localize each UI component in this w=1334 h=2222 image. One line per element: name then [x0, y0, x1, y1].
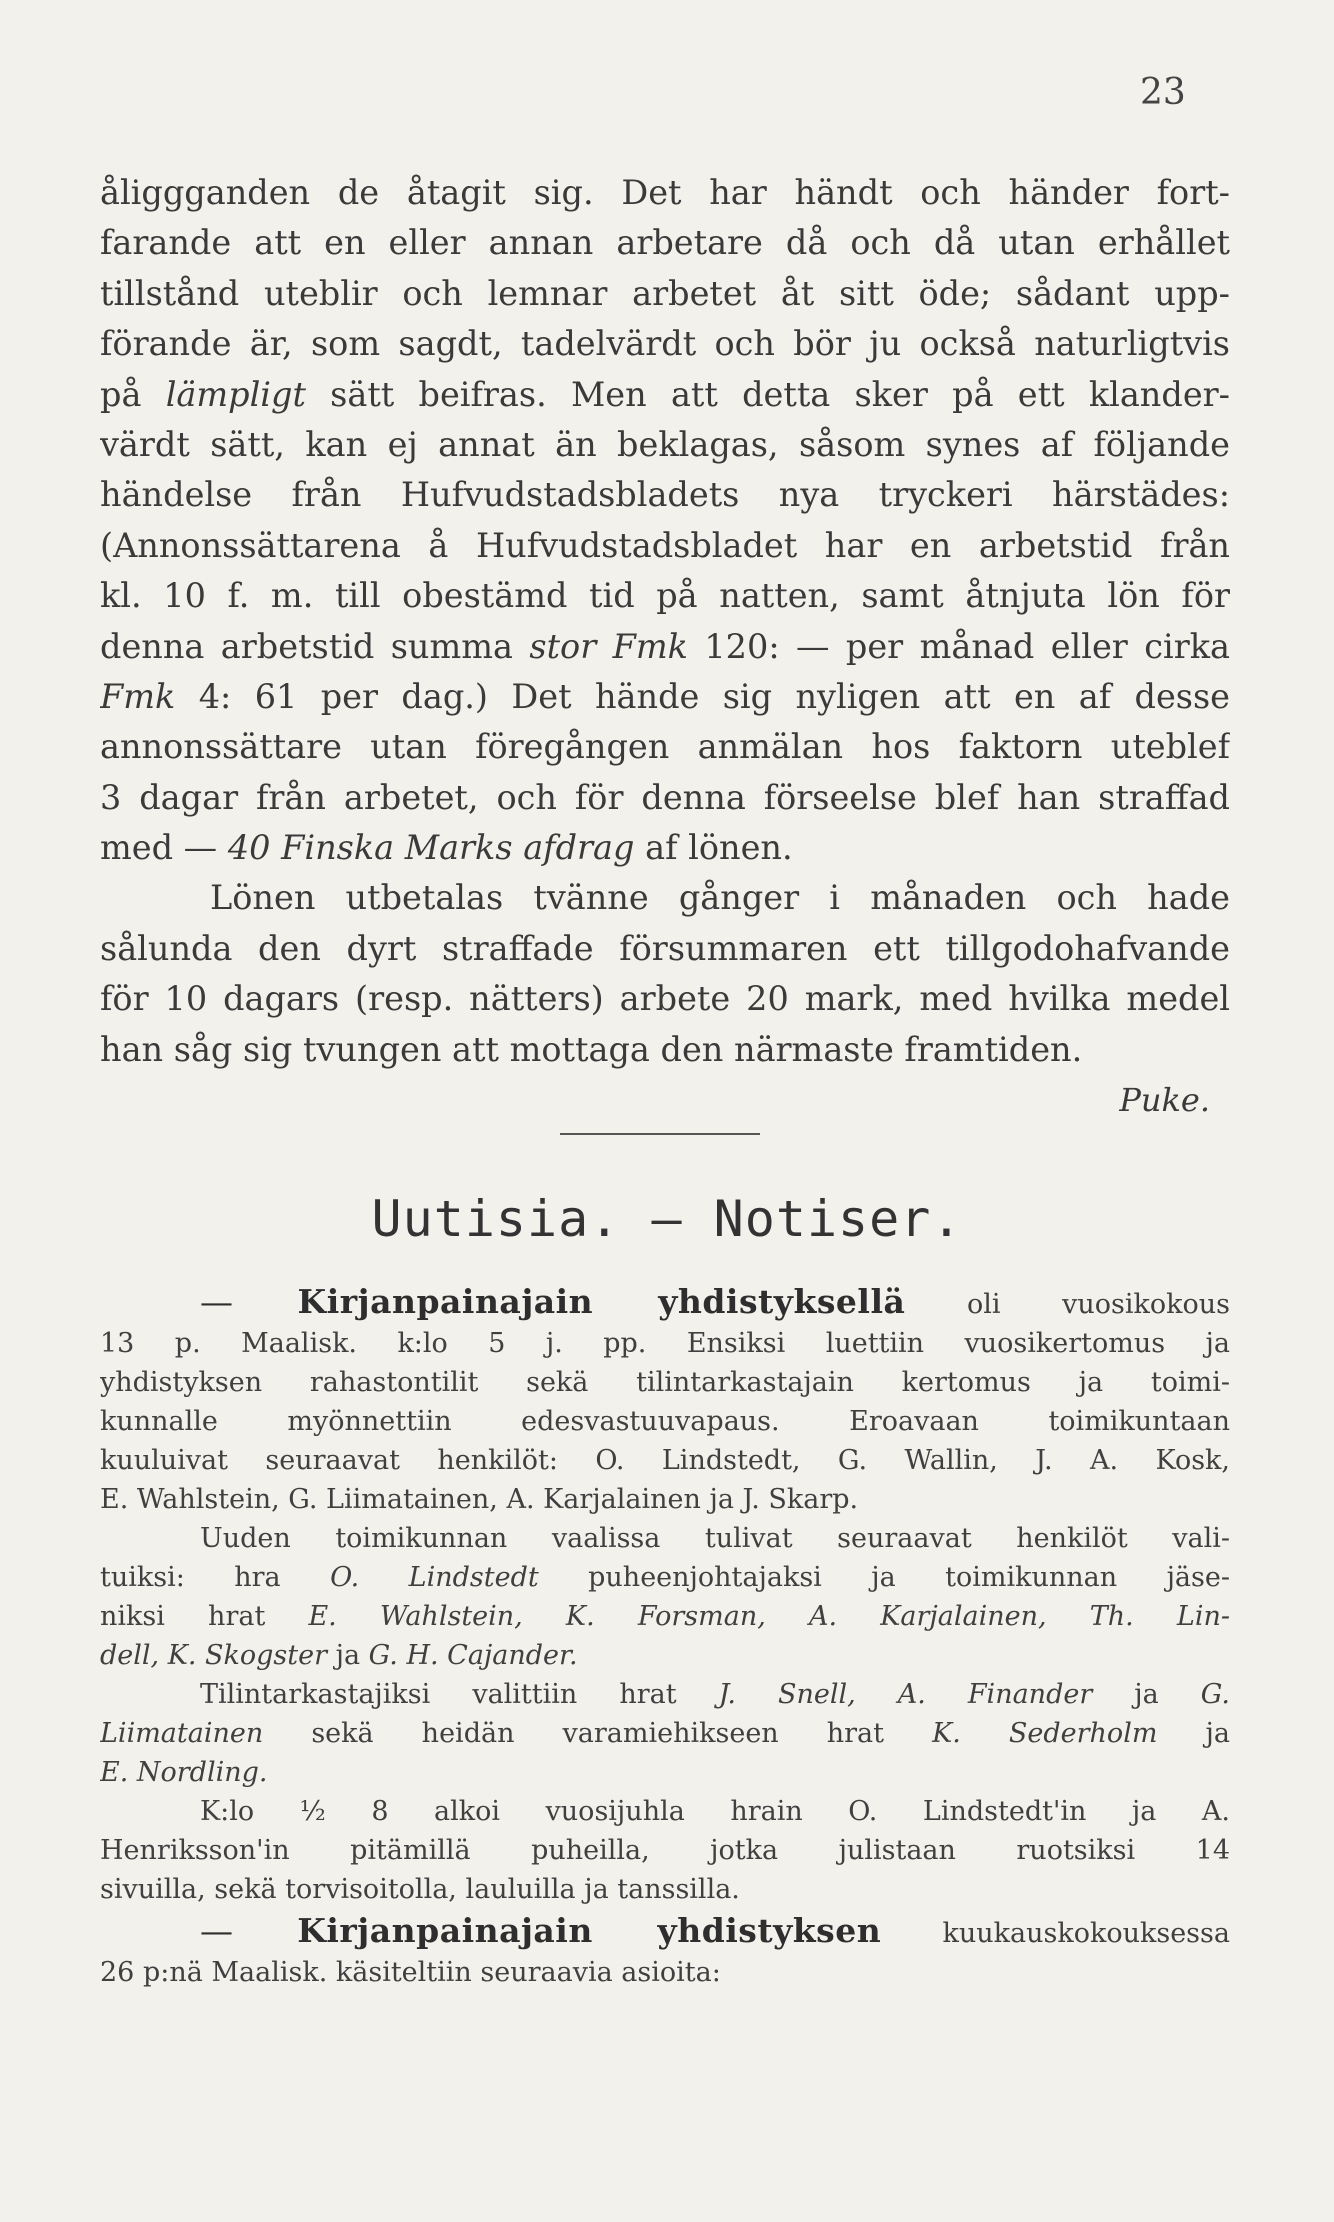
text-line — [100, 622, 1230, 672]
text-line: kl. 10 f. m. till obestämd tid på natten, samt åtnjuta lön för — [100, 576, 1230, 616]
text-line: kuuluivat seuraavat henkilöt: O. Lindstedt, G. Wallin, J. A. Kosk, — [100, 1445, 1230, 1476]
page-number: 23 — [1140, 72, 1186, 113]
italic-text: 40 Finska Marks afdrag — [227, 828, 635, 868]
italic-text: stor Fmk — [529, 626, 688, 666]
italic-text: Fmk — [100, 676, 176, 716]
text-line — [100, 823, 1230, 873]
notice-dash: — — [200, 1282, 298, 1321]
section-divider — [560, 1133, 760, 1135]
text-line — [100, 1675, 1230, 1714]
article-body — [100, 168, 1230, 1125]
text-line: händelse från Hufvudstadsbladets nya tryckeri härstädes: — [100, 475, 1230, 515]
text-line: Lönen utbetalas tvänne gånger i månaden och hade — [210, 878, 1230, 918]
text-segment: Tilintarkastajiksi valittiin hrat — [200, 1679, 719, 1710]
text-line: 3 dagar från arbetet, och för denna förseelse blef han straffad — [100, 777, 1230, 817]
text-line — [100, 1558, 1230, 1597]
text-line — [100, 1714, 1230, 1753]
notice-dash: — — [200, 1911, 298, 1950]
italic-text: lämpligt — [165, 374, 306, 414]
text-segment: puheenjohtajaksi ja toimikunnan jäse- — [538, 1562, 1230, 1593]
italic-text: E. Wahlstein, K. Forsman, A. Karjalainen, Th. Lin- — [308, 1601, 1230, 1632]
text-line: 13 p. Maalisk. k:lo 5 j. pp. Ensiksi luettiin vuosikertomus ja — [100, 1328, 1230, 1359]
text-line: annonssättare utan föregången anmälan hos faktorn uteblef — [100, 727, 1230, 767]
article-paragraph-2 — [100, 873, 1230, 1075]
text-segment: med — — [100, 828, 228, 868]
notice-item-2 — [100, 1909, 1230, 1992]
text-line: E. Wahlstein, G. Liimatainen, A. Karjalainen ja J. Skarp. — [100, 1484, 859, 1515]
notice-heading: Kirjanpainajain yhdistyksen — [297, 1911, 882, 1950]
section-heading: Uutisia. — Notiser. — [371, 1190, 963, 1248]
article-signature: Puke. — [1119, 1081, 1210, 1120]
text-segment: ja — [327, 1640, 369, 1671]
text-line: förande är, som sagdt, tadelvärdt och bör ju också naturligtvis — [100, 324, 1230, 364]
notice-lead-text: oli vuosikokous — [905, 1289, 1230, 1320]
text-segment: af lönen. — [634, 828, 793, 868]
notice-lead-text: kuukauskokouksessa — [881, 1918, 1230, 1949]
italic-text: dell, K. Skogster — [100, 1640, 328, 1671]
italic-text: O. Lindstedt — [330, 1562, 539, 1593]
italic-text: G. H. Cajander. — [368, 1640, 578, 1671]
text-line: K:lo ½ 8 alkoi vuosijuhla hrain O. Lindstedt'in ja A. — [200, 1796, 1230, 1827]
article-paragraph-1 — [100, 168, 1230, 873]
text-line — [100, 1636, 1230, 1675]
text-line: kunnalle myönnettiin edesvastuuvapaus. Eroavaan toimikuntaan — [100, 1406, 1230, 1437]
text-segment: tuiksi: hra — [100, 1562, 331, 1593]
text-line — [100, 672, 1230, 722]
text-segment: 120: — per månad eller cirka — [687, 626, 1230, 666]
text-line: åliggganden de åtagit sig. Det har händt och händer fort- — [100, 173, 1230, 212]
text-line: han såg sig tvungen att mottaga den närmaste framtiden. — [100, 1029, 1083, 1069]
text-line: sålunda den dyrt straffade försummaren ett tillgodohafvande — [100, 928, 1230, 968]
text-segment: ja — [1157, 1718, 1230, 1749]
text-segment: sätt beifras. Men att detta sker på ett klander- — [305, 374, 1230, 414]
notices-body — [100, 1280, 1230, 1992]
italic-text: K. Sederholm — [932, 1718, 1158, 1749]
text-line: värdt sätt, kan ej annat än beklagas, såsom synes af följande — [100, 424, 1230, 464]
text-line: för 10 dagars (resp. nätters) arbete 20 mark, med hvilka medel — [100, 979, 1230, 1019]
text-line — [100, 1753, 1230, 1792]
text-line: sivuilla, sekä torvisoitolla, lauluilla ja tanssilla. — [100, 1874, 740, 1905]
text-segment: niksi hrat — [100, 1601, 309, 1632]
text-line: farande att en eller annan arbetare då och då utan erhållet — [100, 223, 1230, 263]
text-line: Henriksson'in pitämillä puheilla, jotka julistaan ruotsiksi 14 — [100, 1835, 1230, 1866]
text-line: (Annonssättarena å Hufvudstadsbladet har en arbetstid från — [100, 525, 1230, 565]
italic-text: Liimatainen — [100, 1718, 264, 1749]
text-segment: denna arbetstid summa — [100, 626, 530, 666]
text-line: Uuden toimikunnan vaalissa tulivat seuraavat henkilöt vali- — [200, 1523, 1230, 1554]
text-line: 26 p:nä Maalisk. käsiteltiin seuraavia asioita: — [100, 1957, 721, 1988]
notice-lead-line — [100, 1909, 1230, 1953]
italic-text: E. Nordling. — [100, 1757, 268, 1788]
notice-lead-line — [100, 1280, 1230, 1324]
text-line: yhdistyksen rahastontilit sekä tilintarkastajain kertomus ja toimi- — [100, 1367, 1230, 1398]
notice-item-1 — [100, 1280, 1230, 1909]
notice-heading: Kirjanpainajain yhdistyksellä — [297, 1282, 906, 1321]
text-segment: sekä heidän varamiehikseen hrat — [263, 1718, 933, 1749]
text-segment: ja — [1092, 1679, 1201, 1710]
text-line — [100, 1597, 1230, 1636]
italic-text: G. — [1200, 1679, 1230, 1710]
text-segment: 4: 61 per dag.) Det hände sig nyligen att en af desse — [175, 676, 1230, 716]
text-line — [100, 370, 1230, 420]
italic-text: J. Snell, A. Finander — [718, 1679, 1093, 1710]
text-segment: på — [100, 374, 166, 414]
text-line: tillstånd uteblir och lemnar arbetet åt sitt öde; sådant upp- — [100, 273, 1230, 313]
